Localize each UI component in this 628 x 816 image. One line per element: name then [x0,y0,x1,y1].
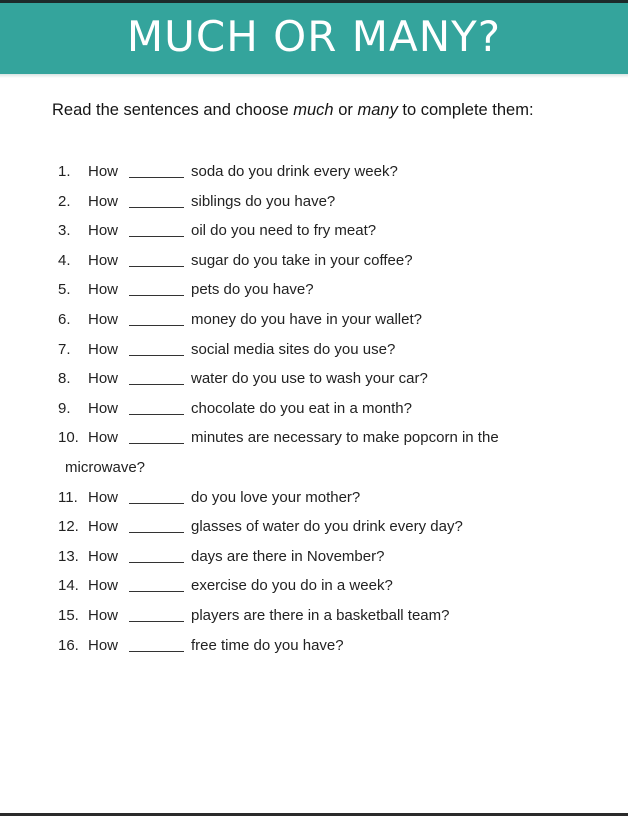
instructions [52,100,612,120]
answer-blank[interactable] [129,562,184,563]
title-banner [0,3,628,74]
answer-blank[interactable] [129,443,184,444]
instructions-middle: or [333,101,358,119]
question-number: 9. [58,399,71,417]
question-item [0,364,628,394]
banner-shadow [0,74,628,78]
question-item [0,275,628,305]
answer-blank[interactable] [129,532,184,533]
question-item [0,394,628,424]
answer-blank[interactable] [129,591,184,592]
question-text: sugar do you take in your coffee? [191,251,413,269]
question-number: 1. [58,163,71,180]
question-how: How [88,429,119,447]
question-how: How [88,281,119,299]
question-item [0,246,628,276]
question-how: How [88,163,119,180]
question-item [0,512,628,542]
question-number: 11. [58,488,78,506]
question-text: minutes are necessary to make popcorn in the [191,429,499,447]
question-text-continuation: microwave? [65,458,146,476]
question-text: days are there in November? [191,547,385,565]
question-text: glasses of water do you drink every day? [191,518,463,536]
question-number: 7. [58,340,71,358]
question-text: soda do you drink every week? [191,163,398,180]
question-item [0,335,628,365]
question-text: do you love your mother? [191,488,361,506]
question-text: players are there in a basketball team? [191,606,450,624]
answer-blank[interactable] [129,236,184,237]
question-text: free time do you have? [191,636,344,654]
question-item [0,601,628,631]
question-item [0,305,628,335]
question-number: 15. [58,606,79,624]
question-number: 3. [58,222,71,240]
question-item [0,483,628,513]
question-text: siblings do you have? [191,192,336,210]
instructions-word-much: much [293,101,334,119]
question-text: social media sites do you use? [191,340,396,358]
question-how: How [88,606,119,624]
question-number: 2. [58,192,71,210]
question-text: water do you use to wash your car? [191,370,428,388]
instructions-after: to complete them: [397,101,534,119]
question-number: 10. [58,429,79,447]
question-item [0,542,628,572]
question-number: 6. [58,310,71,328]
answer-blank[interactable] [129,384,184,385]
answer-blank[interactable] [129,207,184,208]
question-number: 14. [58,577,79,595]
question-text: money do you have in your wallet? [191,310,422,328]
question-text: pets do you have? [191,281,314,299]
answer-blank[interactable] [129,651,184,652]
question-number: 5. [58,281,71,299]
question-item [0,571,628,601]
question-how: How [88,222,119,240]
question-item [0,216,628,246]
question-text: oil do you need to fry meat? [191,222,377,240]
question-list [0,157,628,660]
question-how: How [88,488,119,506]
instructions-before: Read the sentences and choose [52,101,294,119]
question-text: chocolate do you eat in a month? [191,399,412,417]
question-number: 16. [58,636,79,654]
question-how: How [88,340,119,358]
page-title: MUCH OR MANY? [126,11,502,61]
question-number: 4. [58,251,71,269]
question-how: How [88,399,119,417]
answer-blank[interactable] [129,295,184,296]
answer-blank[interactable] [129,621,184,622]
question-text: exercise do you do in a week? [191,577,393,595]
question-how: How [88,636,119,654]
answer-blank[interactable] [129,414,184,415]
answer-blank[interactable] [129,177,184,178]
answer-blank[interactable] [129,266,184,267]
question-how: How [88,518,119,536]
question-item [0,157,628,187]
question-item [0,187,628,217]
question-item [0,423,628,482]
instructions-word-many: many [357,101,398,119]
answer-blank[interactable] [129,503,184,504]
question-number: 13. [58,547,79,565]
question-how: How [88,251,119,269]
question-number: 8. [58,370,71,388]
question-how: How [88,310,119,328]
answer-blank[interactable] [129,355,184,356]
question-number: 12. [58,518,79,536]
question-item [0,631,628,661]
question-how: How [88,370,119,388]
question-how: How [88,192,119,210]
question-how: How [88,547,119,565]
question-how: How [88,577,119,595]
answer-blank[interactable] [129,325,184,326]
